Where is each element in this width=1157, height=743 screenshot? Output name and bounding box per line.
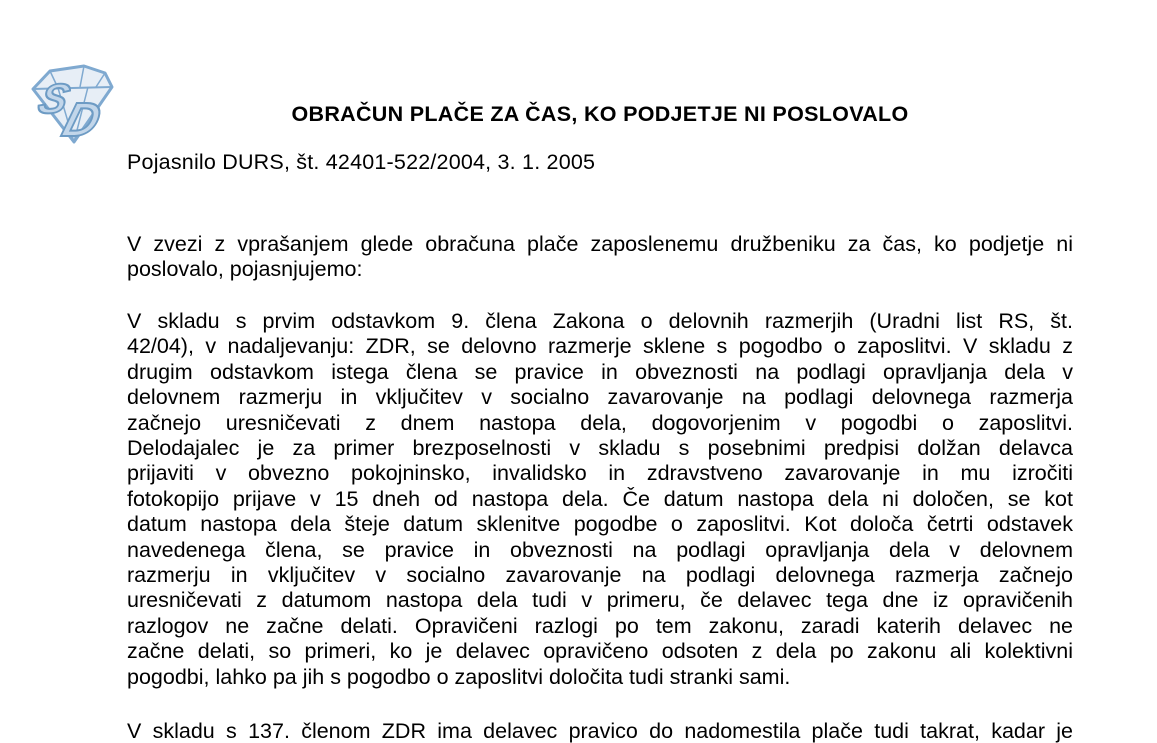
text-line: začnejo uresničevati z dnem nastopa dela, dogovorjenim v pogodbi o zaposlitvi. — [127, 410, 1073, 435]
text-line: delovnem razmerju in vključitev v socialno zavarovanje na podlagi delovnega razmerja — [127, 385, 1073, 410]
text-line: poslovalo, pojasnjujemo: — [127, 257, 363, 282]
text-line: uresničevati z datumom nastopa dela tudi v primeru, če delavec tega dne iz opravičenih — [127, 588, 1073, 613]
text-line: razlogov ne začne delati. Opravičeni razlogi po tem zakonu, zaradi katerih delavec ne — [127, 613, 1073, 638]
paragraph-continuation — [127, 719, 1073, 743]
sd-diamond-logo-graphic — [26, 62, 118, 146]
paragraph-body — [127, 309, 1073, 690]
text-line: začne delati, so primeri, ko je delavec opravičeno odsoten z dela po zakonu ali kolektivni — [127, 639, 1073, 664]
sd-diamond-logo — [26, 62, 118, 146]
text-line: prijaviti v obvezno pokojninsko, invalidsko in zdravstveno zavarovanje in mu izročiti — [127, 461, 1073, 486]
text-line: V skladu s prvim odstavkom 9. člena Zakona o delovnih razmerjih (Uradni list RS, št. — [127, 309, 1073, 333]
text-line: pogodbi, lahko pa jih s pogodbo o zaposlitvi določita tudi stranki sami. — [127, 664, 791, 689]
text-line: V zvezi z vprašanjem glede obračuna plače zaposlenemu družbeniku za čas, ko podjetje ni — [127, 232, 1073, 256]
text-line: datum nastopa dela šteje datum sklenitve pogodbe o zaposlitvi. Kot določa četrti odstavek — [127, 512, 1073, 537]
reference-line: Pojasnilo DURS, št. 42401-522/2004, 3. 1. 2005 — [127, 150, 596, 174]
document-title: OBRAČUN PLAČE ZA ČAS, KO PODJETJE NI POSLOVALO — [291, 102, 909, 126]
text-line: 42/04), v nadaljevanju: ZDR, se delovno razmerje sklene s pogodbo o zaposlitvi. V skladu z — [127, 334, 1073, 359]
paragraph-intro — [127, 232, 1073, 283]
logo-letter-s: S — [33, 75, 75, 123]
logo-letter-d: D — [56, 93, 107, 146]
text-line: razmerju in vključitev v socialno zavarovanje na podlagi delovnega razmerja začnejo — [127, 563, 1073, 588]
text-line: V skladu s 137. členom ZDR ima delavec pravico do nadomestila plače tudi takrat, kadar je — [127, 719, 1073, 743]
text-line: fotokopijo prijave v 15 dneh od nastopa dela. Če datum nastopa dela ni določen, se kot — [127, 486, 1073, 511]
text-line: navedenega člena, se pravice in obveznosti na podlagi opravljanja dela v delovnem — [127, 537, 1073, 562]
text-line: Delodajalec je za primer brezposelnosti v skladu s posebnimi predpisi dolžan delavca — [127, 436, 1073, 461]
text-line: drugim odstavkom istega člena se pravice in obveznosti na podlagi opravljanja dela v — [127, 359, 1073, 384]
